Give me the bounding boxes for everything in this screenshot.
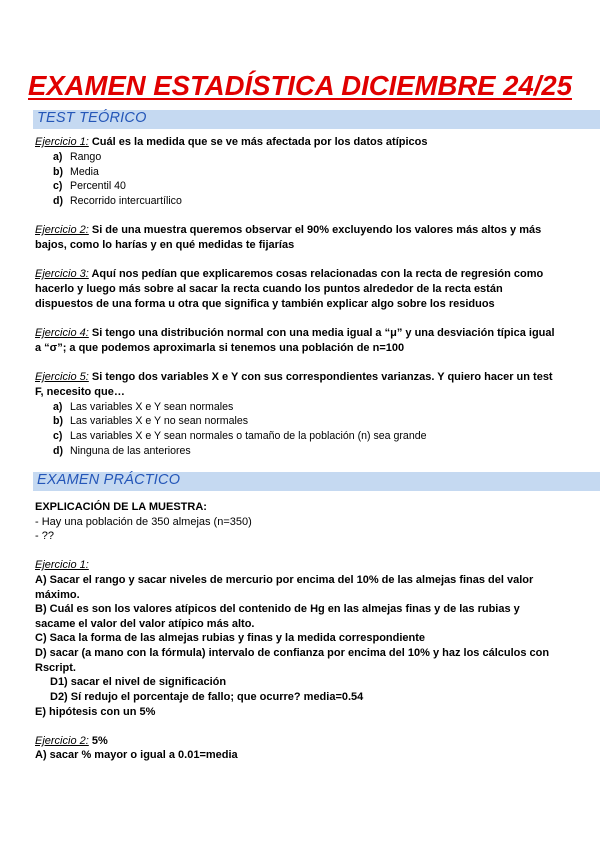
teorico-ej1-text: Cuál es la medida que se ve más afectada por los datos atípicos — [88, 136, 428, 148]
teorico-ej4-label: Ejercicio 4: — [35, 327, 89, 339]
section-header-practico — [33, 472, 600, 491]
teorico-ej1-option-c: c) Percentil 40 — [53, 180, 126, 192]
practico-ej1-header — [35, 558, 590, 573]
teorico-ej3-line3: dispuestos de una forma u otra que significa y también explicar algo sobre los residuos — [35, 298, 495, 310]
practico-ej1-sub-1: D1) sacar el nivel de significación — [50, 676, 227, 688]
teorico-ej5-option-c: c) Las variables X e Y sean normales o tamaño de la población (n) sea grande — [53, 430, 427, 442]
section-title-teorico: TEST TEÓRICO — [37, 110, 147, 126]
teorico-ej1-label: Ejercicio 1: — [35, 136, 89, 148]
practico-explicacion-line-2: - ?? — [35, 530, 54, 542]
practico-ej2-line: A) sacar % mayor o igual a 0.01=media — [35, 749, 238, 761]
teorico-ej1-option-a: a) Rango — [53, 151, 102, 163]
practico-explicacion-line-1: - Hay una población de 350 almejas (n=350) — [35, 516, 252, 528]
teorico-ej5-label: Ejercicio 5: — [35, 371, 89, 383]
practico-ej2-label: Ejercicio 2: — [35, 735, 89, 747]
teorico-ej3-label: Ejercicio 3: — [35, 268, 89, 280]
practico-ej2-header: Ejercicio 2: 5% — [35, 735, 108, 747]
practico-explicacion-title: EXPLICACIÓN DE LA MUESTRA: — [35, 501, 207, 513]
teorico-ej2-line2: bajos, como lo harías y en qué medidas te fijarías — [35, 239, 295, 251]
teorico-ej1-question — [35, 135, 590, 150]
practico-ej1-label: Ejercicio 1: — [35, 559, 89, 571]
page-title: EXAMEN ESTADÍSTICA DICIEMBRE 24/25 — [28, 70, 572, 101]
teorico-ej5-option-a: a) Las variables X e Y sean normales — [53, 401, 234, 413]
teorico-ej4-line1: Ejercicio 4: Si tengo una distribución normal con una media igual a “μ” y una desviación típica igual — [35, 327, 555, 339]
practico-ej1-line-6: D) sacar (a mano con la fórmula) intervalo de confianza por encima del 10% y haz los cálculos con — [35, 647, 550, 659]
teorico-ej1-option-b: b) Media — [53, 166, 99, 178]
practico-ej1-line-1: A) Sacar el rango y sacar niveles de mercurio por encima del 10% de las almejas finas del valor — [35, 574, 534, 586]
teorico-ej3-line2: hacerlo y luego más sobre al sacar la recta cuando los puntos alrededor de la recta están — [35, 283, 503, 295]
section-header-teorico — [33, 110, 600, 129]
practico-ej1-line-5: C) Saca la forma de las almejas rubias y finas y la medida correspondiente — [35, 632, 426, 644]
teorico-ej5-line1: Ejercicio 5: Si tengo dos variables X e Y con sus correspondientes varianzas. Y quiero hacer un test — [35, 371, 553, 383]
teorico-ej2-line1: Ejercicio 2: Si de una muestra queremos observar el 90% excluyendo los valores más altos y más — [35, 224, 542, 236]
teorico-ej3-line1: Ejercicio 3: Aquí nos pedían que explicaremos cosas relacionadas con la recta de regresión como — [35, 268, 544, 280]
practico-ej1-sub-2: D2) Sí redujo el porcentaje de fallo; que ocurre? media=0.54 — [50, 691, 364, 703]
practico-ej1-line-4: sacame el valor del valor atípico más alto. — [35, 618, 255, 630]
teorico-ej5-option-b: b) Las variables X e Y no sean normales — [53, 415, 249, 427]
teorico-ej1-option-d: d) Recorrido intercuartílico — [53, 195, 182, 207]
practico-ej1-line-3: B) Cuál es son los valores atípicos del contenido de Hg en las almejas finas y de las rubias y — [35, 603, 520, 615]
teorico-ej4-line2: a “σ”; a que podemos aproximarla si tenemos una población de n=100 — [35, 342, 405, 354]
section-title-practico: EXAMEN PRÁCTICO — [37, 472, 181, 488]
teorico-ej5-line2: F, necesito que… — [35, 386, 125, 398]
practico-ej1-last: E) hipótesis con un 5% — [35, 706, 156, 718]
practico-ej1-line-7: Rscript. — [35, 662, 76, 674]
practico-ej1-line-2: máximo. — [35, 589, 80, 601]
teorico-ej2-label: Ejercicio 2: — [35, 224, 89, 236]
teorico-ej5-option-d: d) Ninguna de las anteriores — [53, 445, 191, 457]
